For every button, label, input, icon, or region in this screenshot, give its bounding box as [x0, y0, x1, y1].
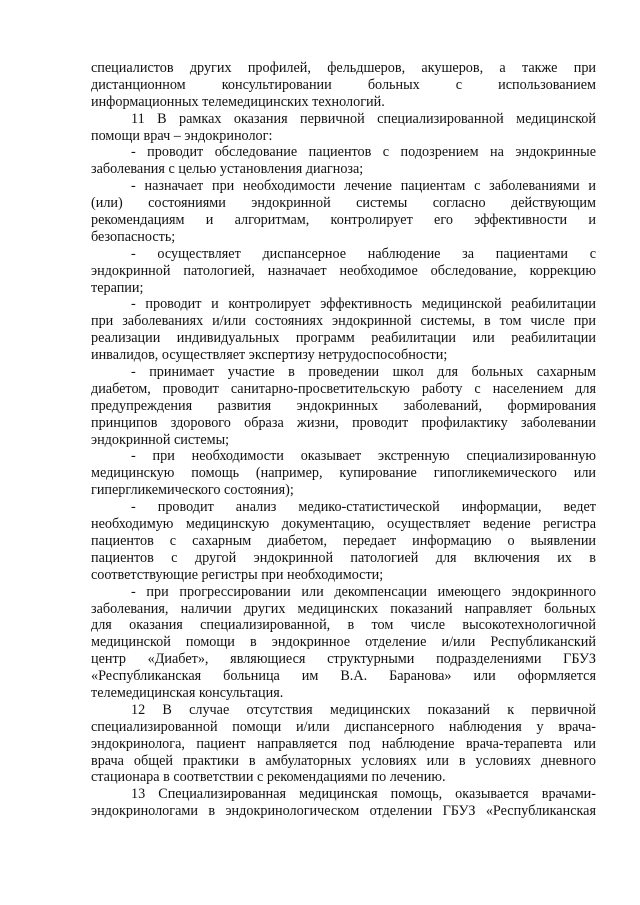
text-line: гипергликемического состояния);	[91, 482, 294, 499]
text-line: телемедицинская консультация.	[91, 684, 284, 701]
text-line: «Республиканская больница им В.А. Баранова» или оформляется	[91, 668, 596, 685]
text-line: эндокринной системы;	[91, 431, 230, 448]
text-line: принципов здорового образа жизни, проводит профилактику заболевании	[91, 414, 596, 431]
text-line: 11 В рамках оказания первичной специализированной медицинской	[131, 110, 596, 127]
text-line: - проводит анализ медико-статистической информации, ведет	[131, 499, 596, 516]
text-line: диабетом, проводит санитарно-просветительскую работу с населением для	[91, 380, 596, 397]
text-line: 13 Специализированная медицинская помощь, оказывается врачами-	[131, 786, 596, 803]
text-line: (или) состояниями эндокринной системы согласно действующим	[91, 195, 596, 212]
text-line: заболевания, наличии других медицинских показаний направляет больных	[91, 600, 596, 617]
text-line: инвалидов, осуществляет экспертизу нетрудоспособности;	[91, 347, 448, 364]
text-line: эндокринологами в эндокринологическом отделении ГБУЗ «Республиканская	[91, 803, 596, 820]
text-line: рекомендациям и алгоритмам, контролирует его эффективности и	[91, 212, 596, 229]
text-line: медицинскую помощь (например, купирование гипогликемического или	[91, 465, 596, 482]
text-line: соответствующие регистры при необходимости;	[91, 566, 384, 583]
text-line: предупреждения развития эндокринных заболеваний, формирования	[91, 397, 596, 414]
text-line: специализированной помощи и/или диспансерного наблюдения у врача-	[91, 718, 596, 735]
text-line: необходимую медицинскую документацию, осуществляет ведение регистра	[91, 516, 596, 533]
text-line: пациентов с другой эндокринной патологией для включения их в	[91, 549, 596, 566]
text-line: реализации индивидуальных программ реабилитации или реабилитации	[91, 330, 596, 347]
text-line: - проводит и контролирует эффективность медицинской реабилитации	[131, 296, 596, 313]
text-line: врача общей практики в амбулаторных условиях или в условиях дневного	[91, 752, 596, 769]
text-line: стационара в соответствии с рекомендациями по лечению.	[91, 769, 446, 786]
document-page	[91, 60, 596, 820]
text-line: дистанционном консультировании больных с использованием	[91, 76, 596, 93]
text-line: пациентов с сахарным диабетом, передает информацию о выявлении	[91, 532, 596, 549]
text-line: эндокринной патологией, назначает необходимое обследование, коррекцию	[91, 262, 596, 279]
text-line: терапии;	[91, 279, 144, 296]
text-line: специалистов других профилей, фельдшеров, акушеров, а также при	[91, 60, 596, 76]
text-line: информационных телемедицинских технологий.	[91, 93, 385, 110]
text-line: эндокринолога, пациент направляется под наблюдение врача-терапевта или	[91, 735, 596, 752]
text-line: безопасность;	[91, 228, 176, 245]
text-line: заболевания с целью установления диагноза;	[91, 161, 364, 178]
text-line: - осуществляет диспансерное наблюдение за пациентами с	[131, 245, 596, 262]
text-line: медицинской помощи в эндокринное отделение и/или Республиканский	[91, 634, 596, 651]
text-line: - при необходимости оказывает экстренную специализированную	[131, 448, 596, 465]
text-line: - проводит обследование пациентов с подозрением на эндокринные	[131, 144, 596, 161]
text-line: для оказания специализированной, в том числе высокотехнологичной	[91, 617, 596, 634]
text-line: - принимает участие в проведении школ для больных сахарным	[131, 364, 596, 381]
text-line: - назначает при необходимости лечение пациентам с заболеваниями и	[131, 178, 596, 195]
text-line: помощи врач – эндокринолог:	[91, 127, 273, 144]
text-line: центр «Диабет», являющиеся структурными подразделениями ГБУЗ	[91, 651, 596, 668]
text-line: 12 В случае отсутствия медицинских показаний к первичной	[131, 701, 596, 718]
text-line: - при прогрессировании или декомпенсации имеющего эндокринного	[131, 583, 596, 600]
text-line: при заболеваниях и/или состояниях эндокринной системы, в том числе при	[91, 313, 596, 330]
